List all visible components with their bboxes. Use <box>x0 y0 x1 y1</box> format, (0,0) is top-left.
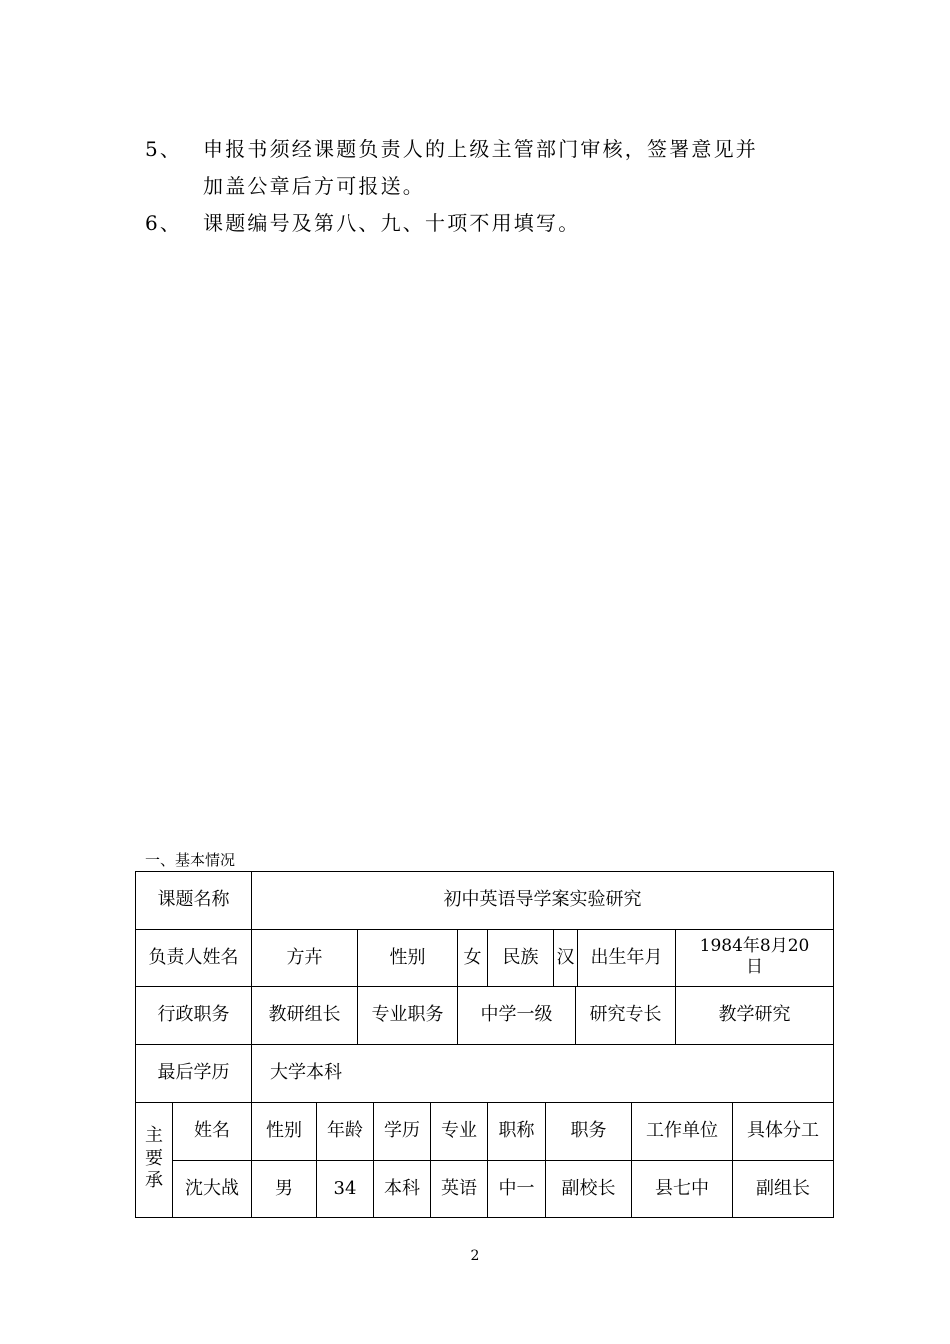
member-header-name: 姓名 <box>173 1103 252 1161</box>
professional-position-value: 中学一级 <box>458 987 576 1045</box>
note-5-line2: 加盖公章后方可报送。 <box>203 174 425 198</box>
admin-position-value: 教研组长 <box>252 987 358 1045</box>
page-number: 2 <box>470 1248 480 1264</box>
main-members-label <box>136 1103 173 1218</box>
project-name-value: 初中英语导学案实验研究 <box>252 872 834 930</box>
admin-position-label: 行政职务 <box>136 987 252 1045</box>
education-value: 大学本科 <box>252 1045 834 1103</box>
member-header-education: 学历 <box>374 1103 431 1161</box>
ethnicity-label: 民族 <box>488 930 554 987</box>
gender-value: 女 <box>458 930 488 987</box>
member-header-gender: 性别 <box>252 1103 317 1161</box>
leader-name-value: 方卉 <box>252 930 358 987</box>
member-header-position: 职务 <box>546 1103 632 1161</box>
member-header-title: 职称 <box>488 1103 546 1161</box>
member-header-major: 专业 <box>431 1103 488 1161</box>
member-header-assignment: 具体分工 <box>733 1103 834 1161</box>
professional-position-label: 专业职务 <box>358 987 458 1045</box>
research-specialty-value: 教学研究 <box>676 987 834 1045</box>
member-1-workplace: 县七中 <box>632 1161 733 1218</box>
basic-info-table <box>135 871 834 1218</box>
member-1-age: 34 <box>317 1161 374 1218</box>
leader-name-label: 负责人姓名 <box>136 930 252 987</box>
member-1-position: 副校长 <box>546 1161 632 1218</box>
education-label: 最后学历 <box>136 1045 252 1103</box>
main-members-label-char-3: 承 <box>145 1170 163 1191</box>
main-members-label-char-1: 主 <box>145 1125 163 1146</box>
project-name-label: 课题名称 <box>136 872 252 930</box>
birth-label: 出生年月 <box>578 930 676 987</box>
member-1-name: 沈大战 <box>173 1161 252 1218</box>
note-6-number: 6、 <box>145 211 183 235</box>
note-6 <box>145 213 825 237</box>
member-1-gender: 男 <box>252 1161 317 1218</box>
birth-value: 1984年8月20日 <box>676 930 834 987</box>
section-title: 一、基本情况 <box>145 851 236 869</box>
member-1-title: 中一 <box>488 1161 546 1218</box>
note-5-number: 5、 <box>145 137 183 161</box>
note-6-line1: 课题编号及第八、九、十项不用填写。 <box>203 211 581 235</box>
note-5 <box>145 139 825 199</box>
member-1-education: 本科 <box>374 1161 431 1218</box>
ethnicity-value: 汉 <box>554 930 578 987</box>
research-specialty-label: 研究专长 <box>576 987 676 1045</box>
member-1-major: 英语 <box>431 1161 488 1218</box>
member-header-workplace: 工作单位 <box>632 1103 733 1161</box>
member-header-age: 年龄 <box>317 1103 374 1161</box>
note-5-line1: 申报书须经课题负责人的上级主管部门审核，签署意见并 <box>203 137 758 161</box>
member-1-assignment: 副组长 <box>733 1161 834 1218</box>
main-members-label-char-2: 要 <box>145 1147 163 1169</box>
gender-label: 性别 <box>358 930 458 987</box>
